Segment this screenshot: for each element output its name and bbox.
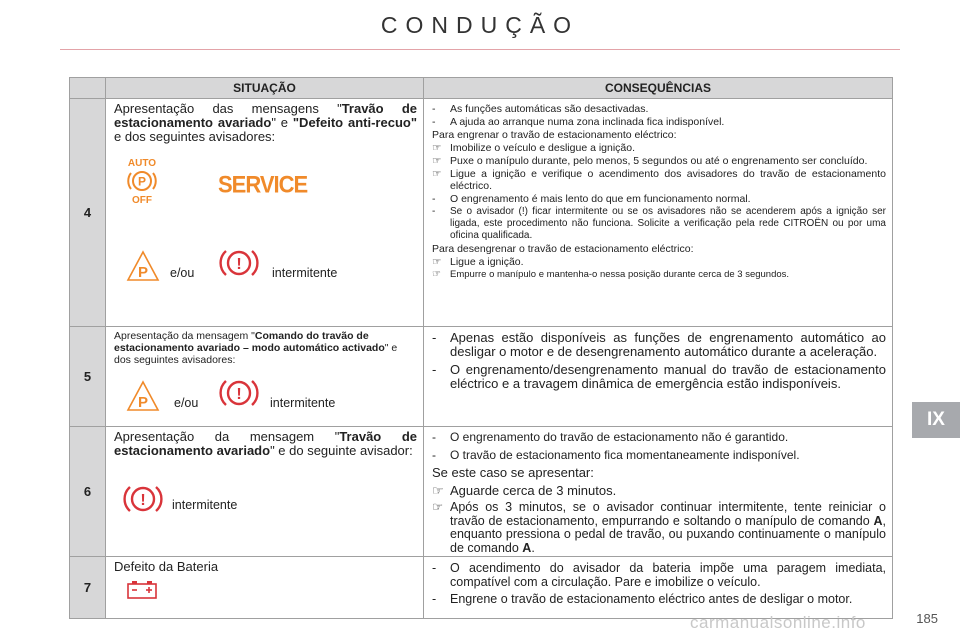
parking-warning-triangle-icon xyxy=(126,250,160,287)
header-num xyxy=(70,78,106,99)
table-row xyxy=(70,427,893,557)
brake-warning-icon xyxy=(122,482,164,521)
situation-cell xyxy=(106,327,424,427)
table-row xyxy=(70,557,893,619)
header-situacao: SITUAÇÃO xyxy=(106,78,424,99)
svg-text:!: ! xyxy=(236,256,242,273)
consequence-list: - O acendimento do avisador da bateria impõe uma paragem imediata, compatível com a circulação. Pare e imobilize o veículo. - Engrene o travão de estacionamento eléctrico antes de desligar o motor. xyxy=(432,561,886,606)
brake-warning-icon xyxy=(218,376,260,415)
svg-text:!: ! xyxy=(140,492,146,509)
chapter-tab[interactable]: IX xyxy=(912,402,960,438)
service-icon: SERVICE xyxy=(218,170,308,199)
table-row xyxy=(70,99,893,327)
row-number: 5 xyxy=(70,327,106,427)
situation-cell xyxy=(106,99,424,327)
auto-park-icon: AUTO P OFF xyxy=(127,158,157,206)
consequence-cell xyxy=(424,99,893,327)
svg-text:P: P xyxy=(137,264,149,281)
flashing-label: intermitente xyxy=(270,396,336,410)
page-title: CONDUÇÃO xyxy=(380,12,580,38)
situation-cell xyxy=(106,427,424,557)
svg-text:P: P xyxy=(137,174,147,189)
row-number: 7 xyxy=(70,557,106,619)
flashing-label: intermitente xyxy=(172,498,238,512)
and-or-label: e/ou xyxy=(170,266,195,280)
consequence-cell xyxy=(424,557,893,619)
consequence-cell xyxy=(424,427,893,557)
consequence-cell xyxy=(424,327,893,427)
row-number: 4 xyxy=(70,99,106,327)
svg-text:!: ! xyxy=(236,386,242,403)
situation-text: Apresentação da mensagem "Travão de estacionamento avariado" e do seguinte avisador: xyxy=(114,429,417,458)
flashing-label: intermitente xyxy=(272,266,338,280)
situation-text: Apresentação das mensagens "Travão de estacionamento avariado" e "Defeito anti-recuo" e dos seguintes avisadores: xyxy=(114,101,417,144)
row-number: 6 xyxy=(70,427,106,557)
battery-icon xyxy=(126,580,417,605)
situation-text: Defeito da Bateria xyxy=(114,559,219,574)
situation-cell xyxy=(106,557,424,619)
consequence-list: - O engrenamento do travão de estacionamento não é garantido. - O travão de estacionamento fica momentaneamente indisponível. Se este caso se apresentar: ☞ Aguarde cerca de 3 minutos. ☞ Após os 3 minutos, se o avisador continuar intermitente, tente reiniciar o travão de estacionamento, empurrando e soltando o manípulo de comando A, enquanto pressiona o pedal de travão, ou puxando continuamente o manípulo de comando A. xyxy=(432,430,886,555)
svg-text:P: P xyxy=(137,394,149,411)
title-divider xyxy=(60,49,900,50)
fault-table xyxy=(69,77,893,619)
table-header-row xyxy=(70,78,893,99)
situation-text: Apresentação da mensagem "Comando do travão de estacionamento avariado – modo automático activado" e dos seguintes avisadores: xyxy=(114,330,398,366)
consequence-list: - Apenas estão disponíveis as funções de engrenamento automático ao desligar o motor e de desengrenamento automático durante a aceleração. - O engrenamento/desengrenamento manual do travão de estacionamento eléctrico e a travagem dinâmica de emergência estão indisponíveis. xyxy=(432,330,886,391)
table-row xyxy=(70,327,893,427)
watermark: carmanualsonline.info xyxy=(690,613,866,632)
brake-warning-icon xyxy=(218,246,260,285)
page-number: 185 xyxy=(916,611,938,626)
header-consequencias: CONSEQUÊNCIAS xyxy=(424,78,893,99)
parking-warning-triangle-icon xyxy=(126,380,160,417)
and-or-label: e/ou xyxy=(174,396,199,410)
consequence-list: - As funções automáticas são desactivadas. - A ajuda ao arranque numa zona inclinada fica indisponível. Para engrenar o travão de estacionamento eléctrico: ☞ Imobilize o veículo e desligue a ignição. ☞ Puxe o manípulo durante, pelo menos, 5 segundos ou até o engrenamento ser concluído. ☞ Ligue a ignição e verifique o acendimento dos avisadores do travão de estacionamento eléctrico. - O engrenamento é mais lento do que em funcionamento normal. - Se o avisador (!) ficar intermitente ou se os avisadores não se acenderem após a ignição ser ligada, este procedimento não funciona. Solicite a verificação pela rede CITROËN ou por uma oficina qualificada. Para desengrenar o travão de estacionamento eléctrico: ☞ Ligue a ignição. ☞ Empurre o manípulo e mantenha-o nessa posição durante cerca de 3 segundos. xyxy=(432,103,886,280)
